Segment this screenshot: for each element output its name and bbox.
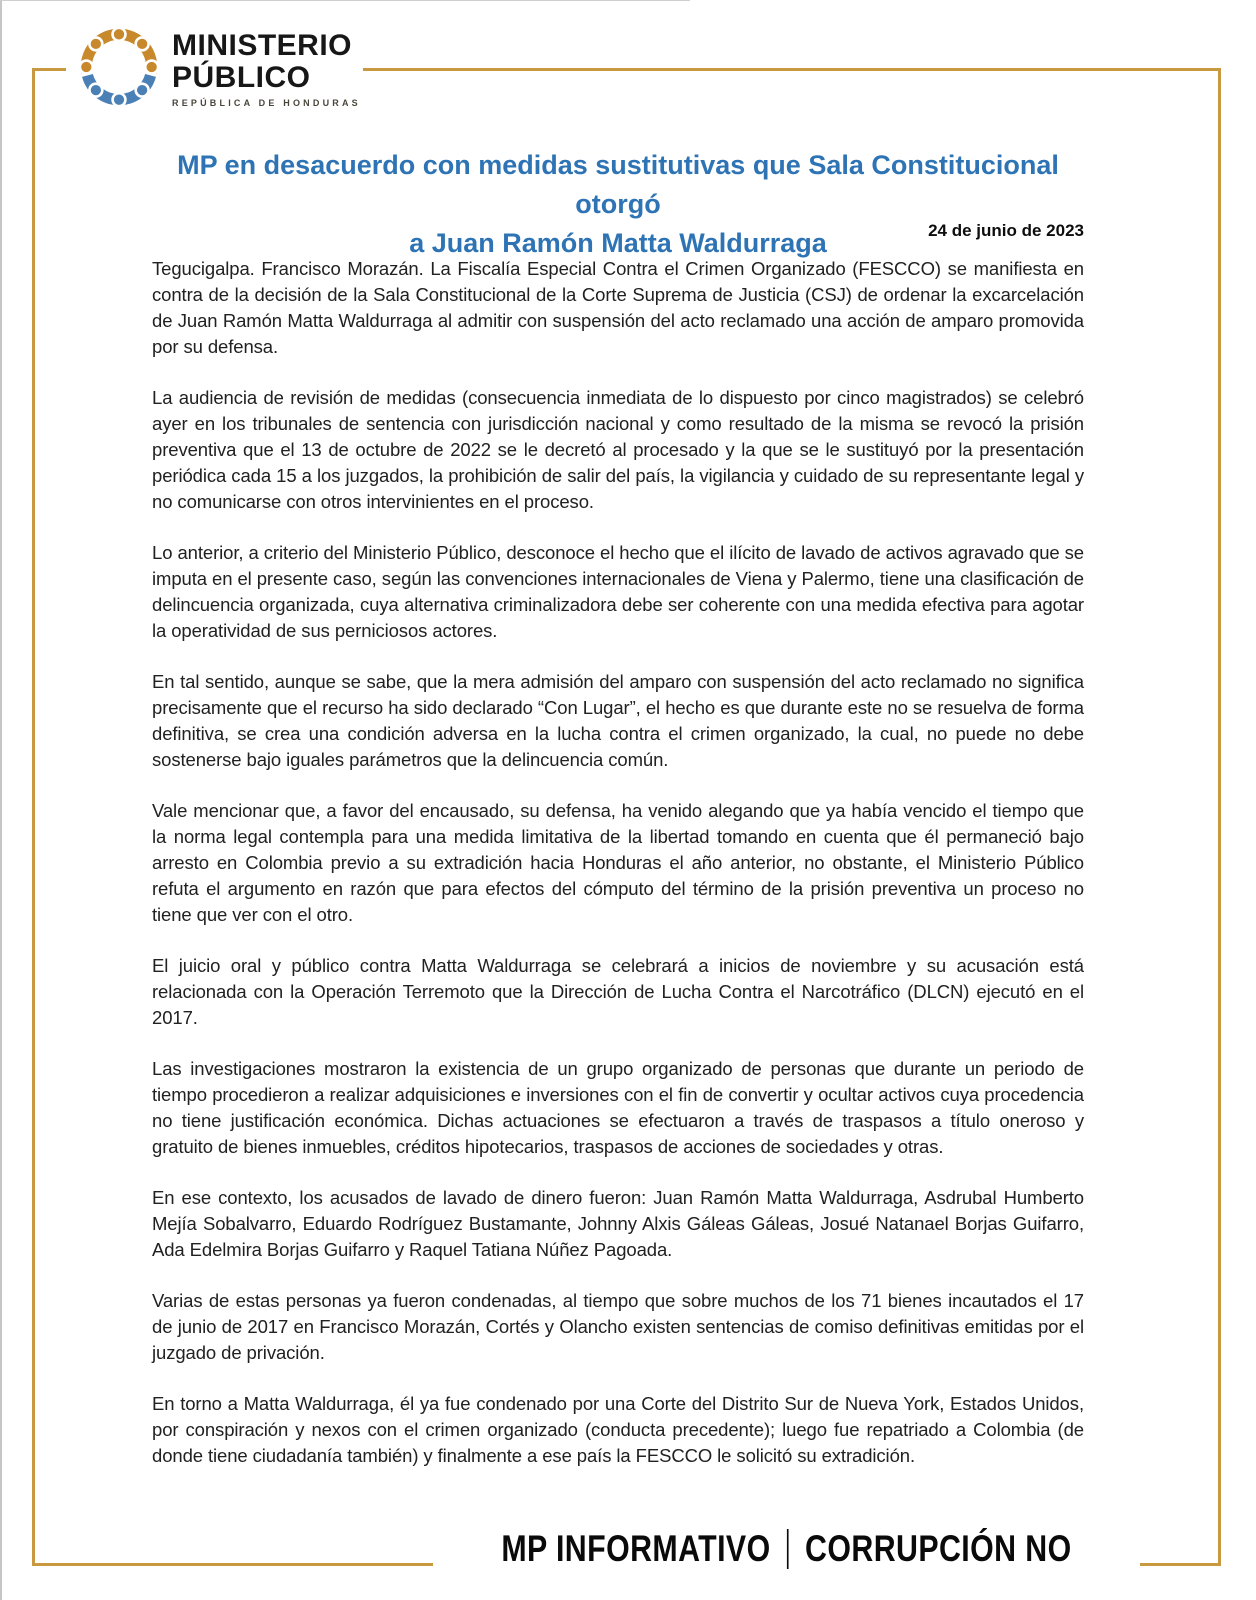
page-top-edge: [0, 0, 690, 1]
footer-slogan: [497, 1528, 1077, 1570]
frame-bottom-left-line: [32, 1563, 433, 1566]
paragraph: Lo anterior, a criterio del Ministerio Público, desconoce el hecho que el ilícito de lavado de activos agravado que se imputa en el presente caso, según las convenciones internacionales de Viena y Palermo, tiene una clasificación de delincuencia organizada, cuya alternativa criminalizadora debe ser coherente con una medida efectiva para agotar la operatividad de sus perniciosos actores.: [152, 542, 1084, 641]
footer-corrupcion-no: CORRUPCIÓN NO: [805, 1528, 1072, 1569]
paragraph: Tegucigalpa. Francisco Morazán. La Fiscalía Especial Contra el Crimen Organizado (FESCCO) se manifiesta en contra de la decisión de la Sala Constitucional de la Corte Suprema de Justicia (CSJ) de ordenar la excarcelación de Juan Ramón Matta Waldurraga al admitir con suspensión del acto reclamado una acción de amparo promovida por su defensa.: [152, 258, 1084, 357]
footer-mp-informativo: MP INFORMATIVO: [501, 1528, 771, 1569]
page-left-edge: [0, 0, 2, 1600]
frame-top-left-notch: [32, 68, 66, 71]
footer-divider-bar: [787, 1529, 789, 1569]
article-title-line1: MP en desacuerdo con medidas sustitutivas que Sala Constitucional otorgó: [177, 150, 1059, 219]
logo-subtitle: REPÚBLICA DE HONDURAS: [172, 98, 361, 108]
paragraph: En torno a Matta Waldurraga, él ya fue condenado por una Corte del Distrito Sur de Nueva York, Estados Unidos, por conspiración y nexos con el crimen organizado (conducta precedente); luego fue repatriado a Colombia (de donde tiene ciudadanía también) y finalmente a ese país la FESCCO le solicitó su extradición.: [152, 1393, 1084, 1466]
frame-top-line: [363, 68, 1221, 71]
logo-name-line1: MINISTERIO: [172, 29, 353, 62]
article-title: [152, 146, 1084, 263]
paragraph: En tal sentido, aunque se sabe, que la mera admisión del amparo con suspensión del acto reclamado no significa precisamente que el recurso ha sido declarado “Con Lugar”, el hecho es que durante este no se resuelva de forma definitiva, se crea una condición adversa en la lucha contra el crimen organizado, la cual, no puede no debe sostenerse bajo iguales parámetros que la delincuencia común.: [152, 671, 1084, 770]
article-title-line2: a Juan Ramón Matta Waldurraga: [409, 228, 827, 258]
paragraph: El juicio oral y público contra Matta Waldurraga se celebrará a inicios de noviembre y su acusación está relacionada con la Operación Terremoto que la Dirección de Lucha Contra el Narcotráfico (DLCN) ejecutó en el 2017.: [152, 955, 1084, 1028]
paragraph: Varias de estas personas ya fueron condenadas, al tiempo que sobre muchos de los 71 bienes incautados el 17 de junio de 2017 en Francisco Morazán, Cortés y Olancho existen sentencias de comiso definitivas emitidas por el juzgado de privación.: [152, 1290, 1084, 1363]
frame-right-line: [1218, 68, 1221, 1566]
article-body: [152, 256, 1084, 1494]
paragraph: Vale mencionar que, a favor del encausado, su defensa, ha venido alegando que ya había vencido el tiempo que la norma legal contempla para una medida limitativa de la libertad tomando en cuenta que él permaneció bajo arresto en Colombia previo a su extradición hacia Honduras el año anterior, no obstante, el Ministerio Público refuta el argumento en razón que para efectos del cómputo del término de la prisión preventiva un proceso no tiene que ver con el otro.: [152, 800, 1084, 925]
paragraph: Las investigaciones mostraron la existencia de un grupo organizado de personas que durante un periodo de tiempo procedieron a realizar adquisiciones e inversiones con el fin de convertir y ocultar activos cuya procedencia no tiene justificación económica. Dichas actuaciones se efectuaron a través de traspasos a título oneroso y gratuito de bienes inmuebles, créditos hipotecarios, traspasos de acciones de sociedades y otras.: [152, 1058, 1084, 1157]
ministerio-publico-logo-icon: [76, 24, 162, 110]
logo-text: [172, 24, 361, 108]
paragraph: En ese contexto, los acusados de lavado de dinero fueron: Juan Ramón Matta Waldurraga, Asdrubal Humberto Mejía Sobalvarro, Eduardo Rodríguez Bustamante, Johnny Alxis Gáleas Gáleas, Josué Natanael Borjas Guifarro, Ada Edelmira Borjas Guifarro y Raquel Tatiana Núñez Pagoada.: [152, 1187, 1084, 1260]
paragraph: La audiencia de revisión de medidas (consecuencia inmediata de lo dispuesto por cinco magistrados) se celebró ayer en los tribunales de sentencia con jurisdicción nacional y como resultado de la misma se revocó la prisión preventiva que el 13 de octubre de 2022 se le decretó al procesado y la que se le sustituyó por la presentación periódica cada 15 a los juzgados, la prohibición de salir del país, la vigilancia y cuidado de su representante legal y no comunicarse con otros intervinientes en el proceso.: [152, 387, 1084, 512]
frame-bottom-right-line: [1140, 1563, 1221, 1566]
logo-name-line2: PÚBLICO: [172, 61, 311, 94]
article-date: 24 de junio de 2023: [928, 221, 1084, 240]
header: [76, 24, 361, 110]
frame-left-line: [32, 68, 35, 1566]
